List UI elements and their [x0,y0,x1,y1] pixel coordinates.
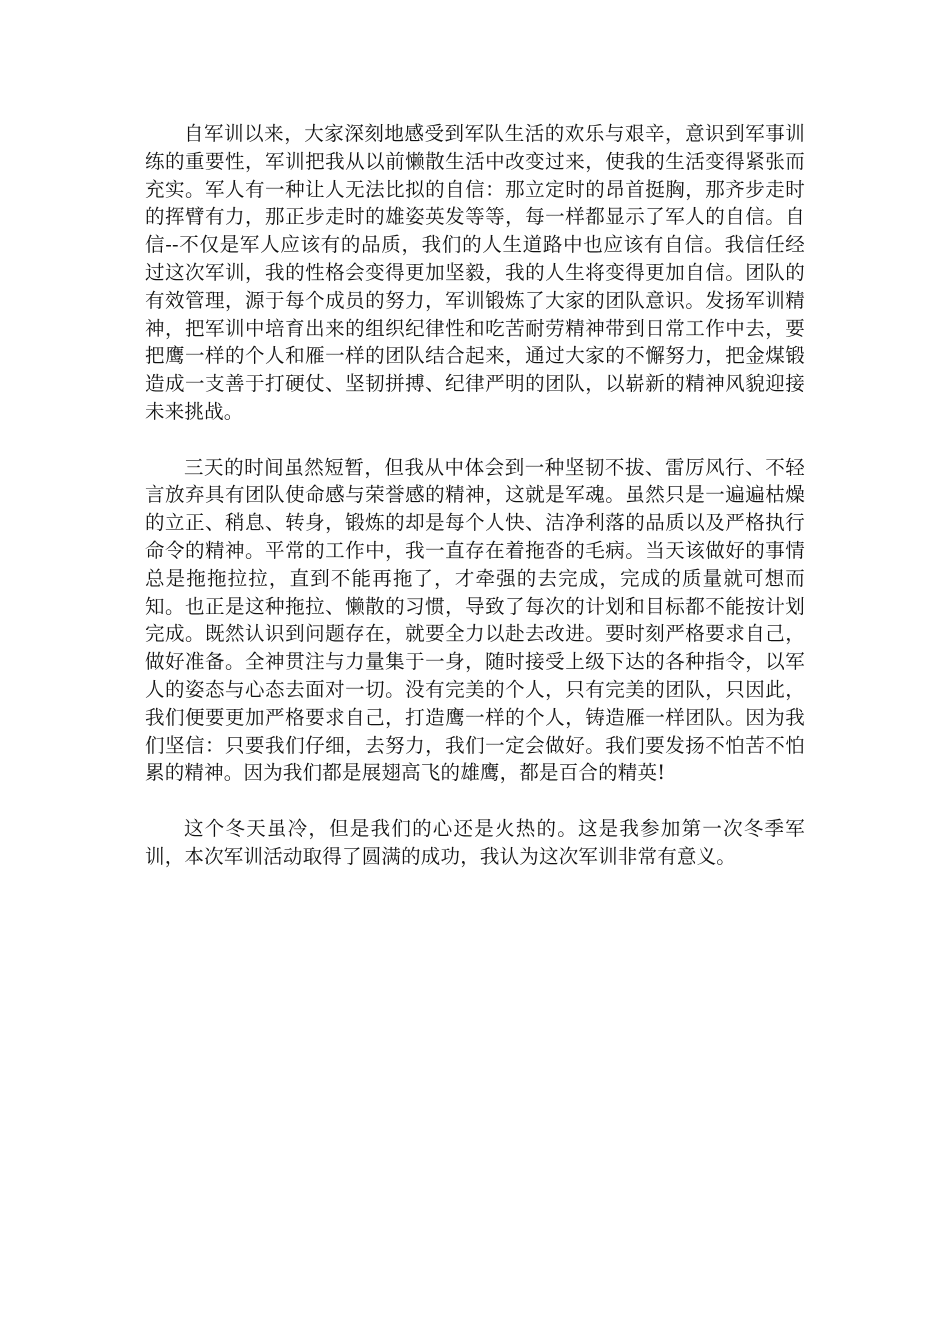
paragraph-3: 这个冬天虽冷，但是我们的心还是火热的。这是我参加第一次冬季军训，本次军训活动取得了圆满的成功，我认为这次军训非常有意义。 [145,816,805,868]
paragraph-2: 三天的时间虽然短暂，但我从中体会到一种坚韧不拔、雷厉风行、不轻言放弃具有团队使命感与荣誉感的精神，这就是军魂。虽然只是一遍遍枯燥的立正、稍息、转身，锻炼的却是每个人快、洁净利落的品质以及严格执行命令的精神。平常的工作中，我一直存在着拖沓的毛病。当天该做好的事情总是拖拖拉拉，直到不能再拖了，才牵强的去完成，完成的质量就可想而知。也正是这种拖拉、懒散的习惯，导致了每次的计划和目标都不能按计划完成。既然认识到问题存在，就要全力以赴去改进。要时刻严格要求自己，做好准备。全神贯注与力量集于一身，随时接受上级下达的各种指令，以军人的姿态与心态去面对一切。没有完美的个人，只有完美的团队，只因此，我们便要更加严格要求自己，打造鹰一样的个人，铸造雁一样团队。因为我们坚信：只要我们仔细，去努力，我们一定会做好。我们要发扬不怕苦不怕累的精神。因为我们都是展翅高飞的雄鹰，都是百合的精英! [145,455,805,785]
document-body [145,120,805,871]
paragraph-1: 自军训以来，大家深刻地感受到军队生活的欢乐与艰辛，意识到军事训练的重要性，军训把我从以前懒散生活中改变过来，使我的生活变得紧张而充实。军人有一种让人无法比拟的自信：那立定时的昂首挺胸，那齐步走时的挥臂有力，那正步走时的雄姿英发等等，每一样都显示了军人的自信。自信--不仅是军人应该有的品质，我们的人生道路中也应该有自信。我信任经过这次军训，我的性格会变得更加坚毅，我的人生将变得更加自信。团队的有效管理，源于每个成员的努力，军训锻炼了大家的团队意识。发扬军训精神，把军训中培育出来的组织纪律性和吃苦耐劳精神带到日常工作中去，要把鹰一样的个人和雁一样的团队结合起来，通过大家的不懈努力，把金煤锻造成一支善于打硬仗、坚韧拼搏、纪律严明的团队，以崭新的精神风貌迎接未来挑战。 [145,122,805,423]
